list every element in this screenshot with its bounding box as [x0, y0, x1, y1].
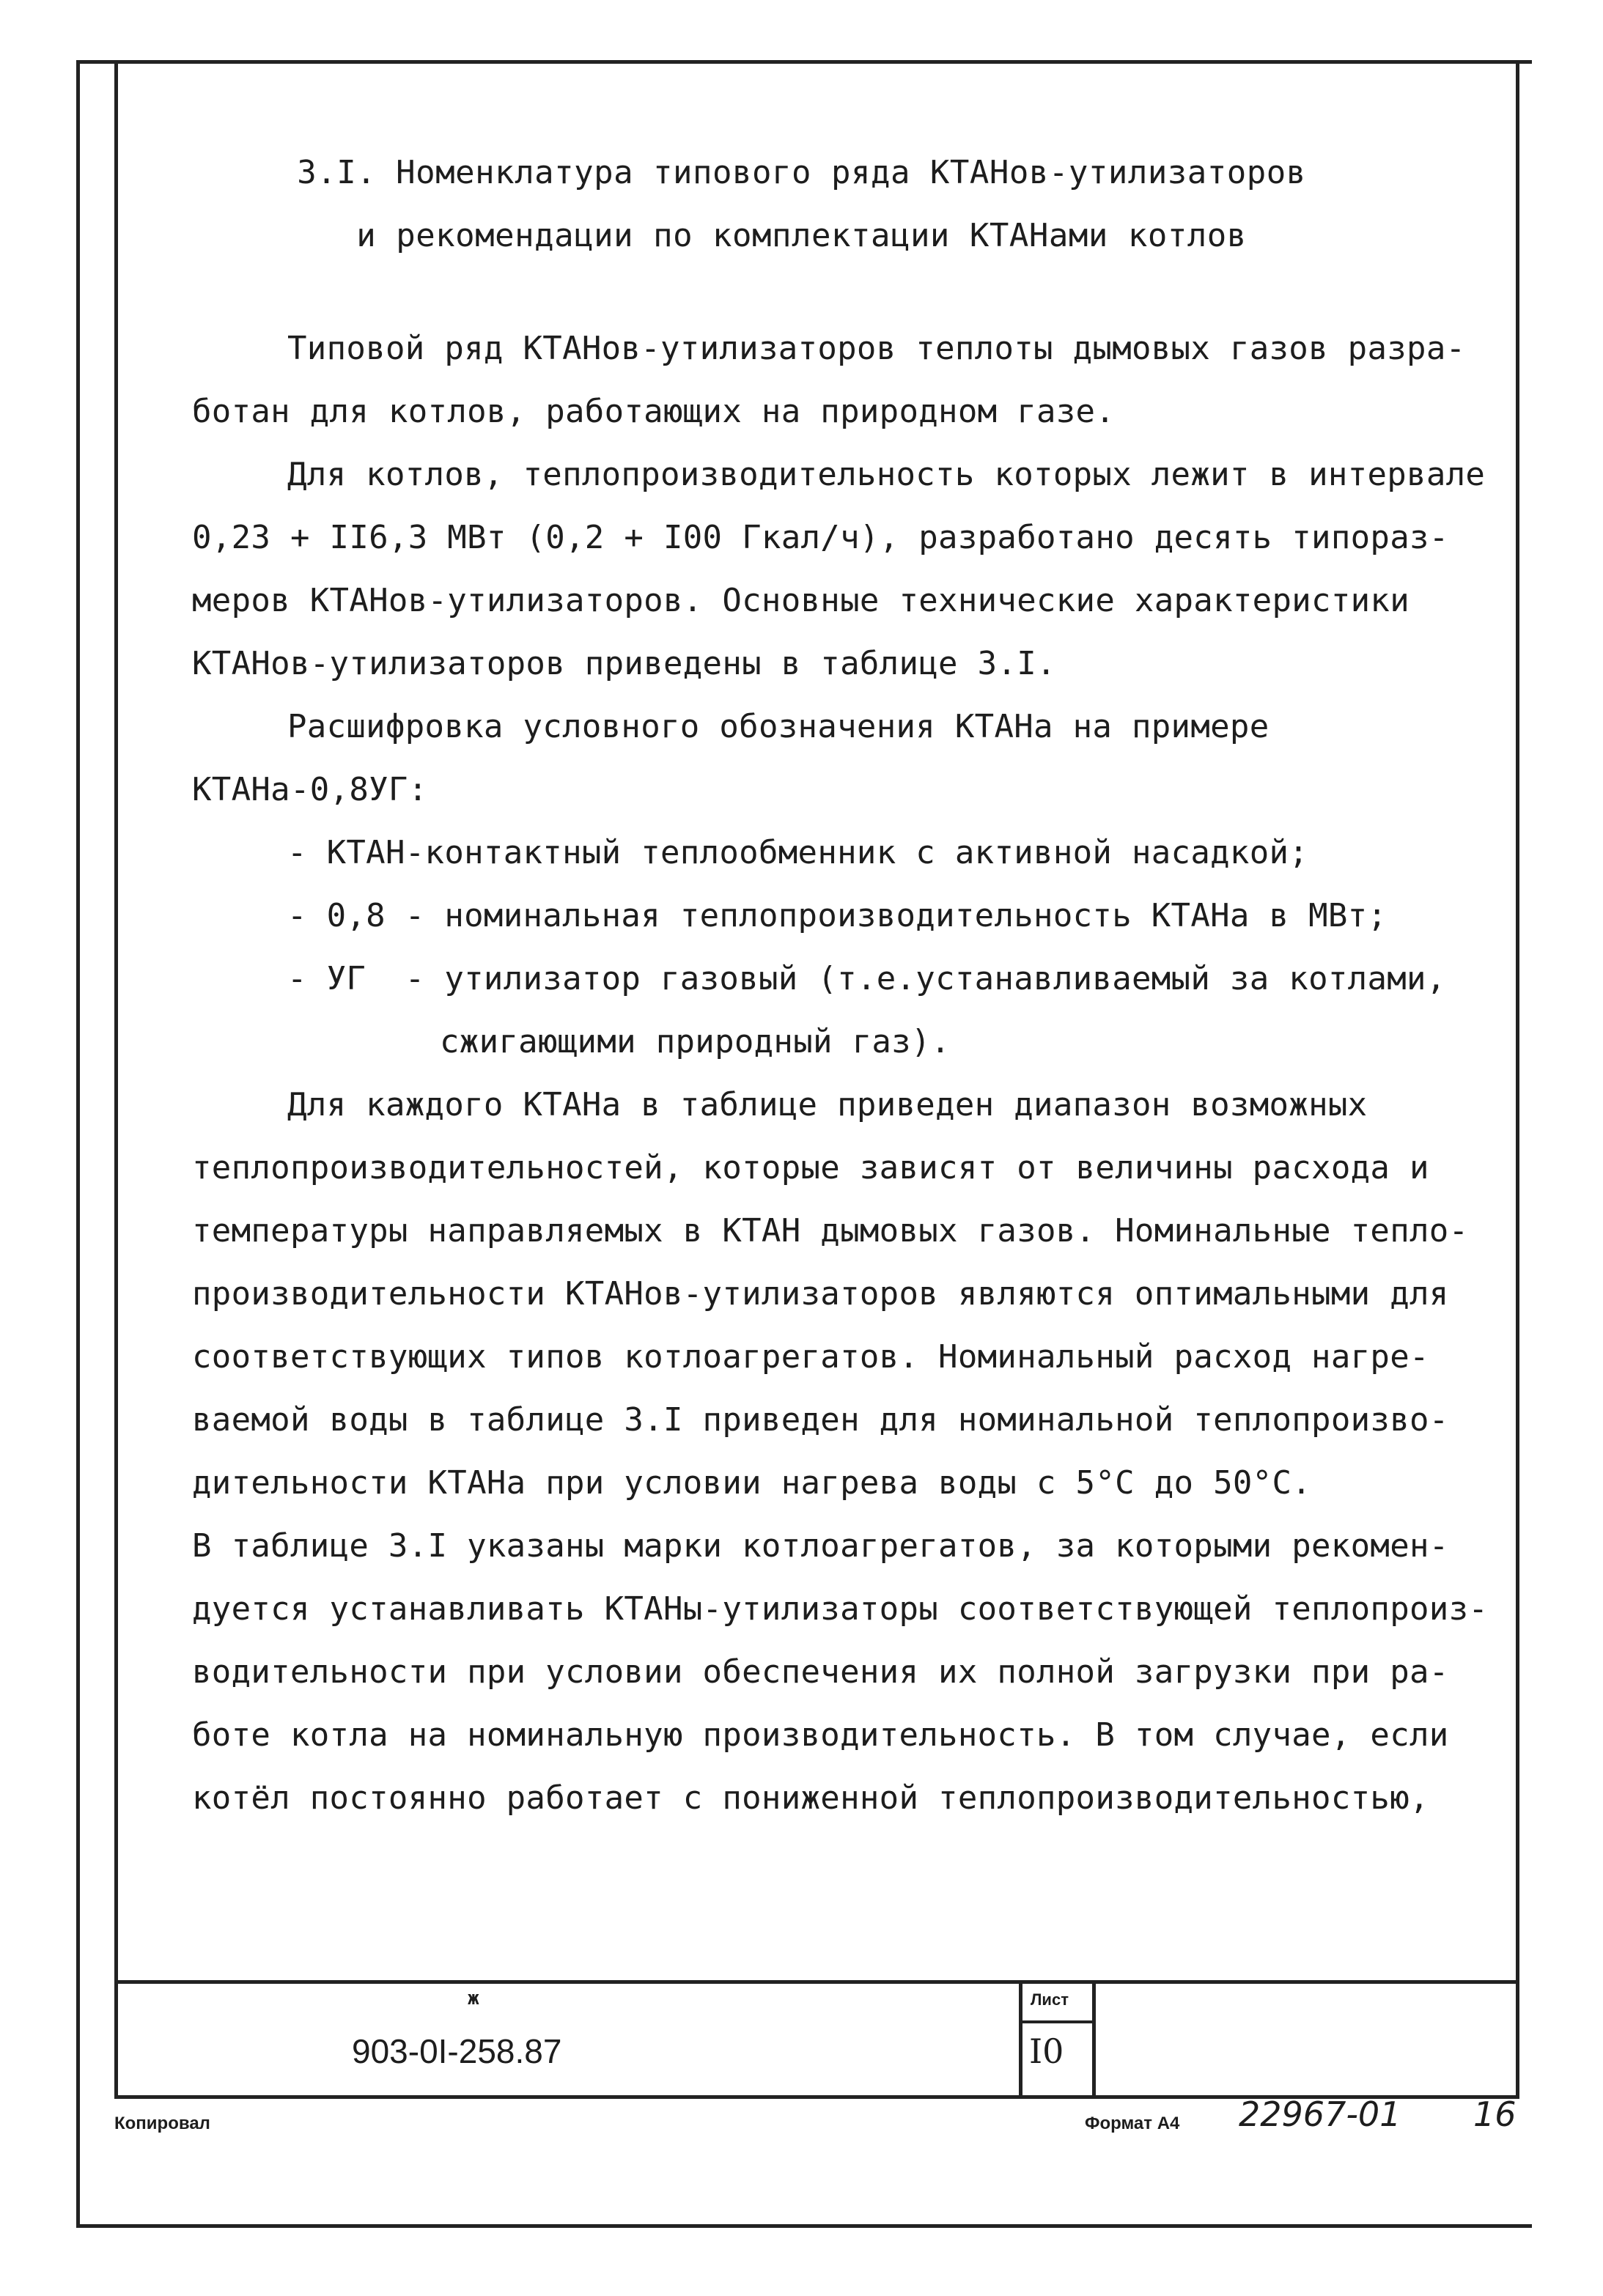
- section-heading-line-1: 3.I. Номенклатура типового ряда КТАНов-утилизаторов: [297, 154, 1306, 191]
- body-line: Для каждого КТАНа в таблице приведен диапазон возможных: [287, 1086, 1368, 1123]
- section-heading-line-2: и рекомендации по комплектации КТАНами котлов: [356, 217, 1247, 254]
- body-line: КТАНов-утилизаторов приведены в таблице 3.I.: [192, 645, 1056, 682]
- list-item: - 0,8 - номинальная теплопроизводительность КТАНа в МВт;: [287, 897, 1388, 934]
- body-line: боте котла на номинальную производительность. В том случае, если: [192, 1716, 1449, 1754]
- title-block-line: [1022, 2020, 1092, 2023]
- title-block: [114, 1980, 1519, 2099]
- title-block-divider: [1019, 1984, 1022, 2095]
- title-block-divider: [1092, 1984, 1096, 2099]
- document-code: 903-0I-258.87: [352, 2032, 562, 2070]
- body-line: КТАНа-0,8УГ:: [192, 771, 428, 808]
- body-line: водительности при условии обеспечения их полной загрузки при ра-: [192, 1653, 1449, 1691]
- body-line: дительности КТАНа при условии нагрева воды с 5°С до 50°С.: [192, 1464, 1312, 1502]
- archive-number: 22967-01: [1239, 2094, 1401, 2134]
- sheet-label: Лист: [1031, 1990, 1069, 2009]
- body-line: ваемой воды в таблице 3.I приведен для номинальной теплопроизво-: [192, 1401, 1449, 1439]
- body-line: меров КТАНов-утилизаторов. Основные технические характеристики: [192, 582, 1409, 619]
- body-line: теплопроизводительностей, которые зависят от величины расхода и: [192, 1149, 1429, 1186]
- copied-label: Копировал: [114, 2114, 210, 2133]
- body-line: 0,23 + II6,3 МВт (0,2 + I00 Гкал/ч), разработано десять типораз-: [192, 519, 1449, 556]
- list-item-continuation: сжигающими природный газ).: [440, 1023, 951, 1060]
- body-line: температуры направляемых в КТАН дымовых газов. Номинальные тепло-: [192, 1212, 1469, 1249]
- list-item: - КТАН-контактный теплообменник с активной насадкой;: [287, 834, 1309, 871]
- page-number: 16: [1473, 2094, 1517, 2134]
- body-line: Типовой ряд КТАНов-утилизаторов теплоты дымовых газов разра-: [287, 330, 1466, 367]
- body-line: ботан для котлов, работающих на природном газе.: [192, 393, 1116, 430]
- format-label: Формат А4: [1085, 2114, 1180, 2133]
- body-line: дуется устанавливать КТАНы-утилизаторы соответствующей теплопроиз-: [192, 1590, 1489, 1628]
- stamp-mark: ж: [468, 1987, 479, 2009]
- body-line: Для котлов, теплопроизводительность которых лежит в интервале: [287, 456, 1486, 493]
- body-line: производительности КТАНов-утилизаторов являются оптимальными для: [192, 1275, 1449, 1313]
- body-line: В таблице 3.I указаны марки котлоагрегатов, за которыми рекомен-: [192, 1527, 1449, 1565]
- sheet-number: I0: [1029, 2031, 1064, 2071]
- list-item: - УГ - утилизатор газовый (т.е.устанавливаемый за котлами,: [287, 960, 1446, 997]
- body-line: соответствующих типов котлоагрегатов. Номинальный расход нагре-: [192, 1338, 1429, 1376]
- body-line: котёл постоянно работает с пониженной теплопроизводительностью,: [192, 1779, 1429, 1817]
- body-line: Расшифровка условного обозначения КТАНа на примере: [287, 708, 1269, 745]
